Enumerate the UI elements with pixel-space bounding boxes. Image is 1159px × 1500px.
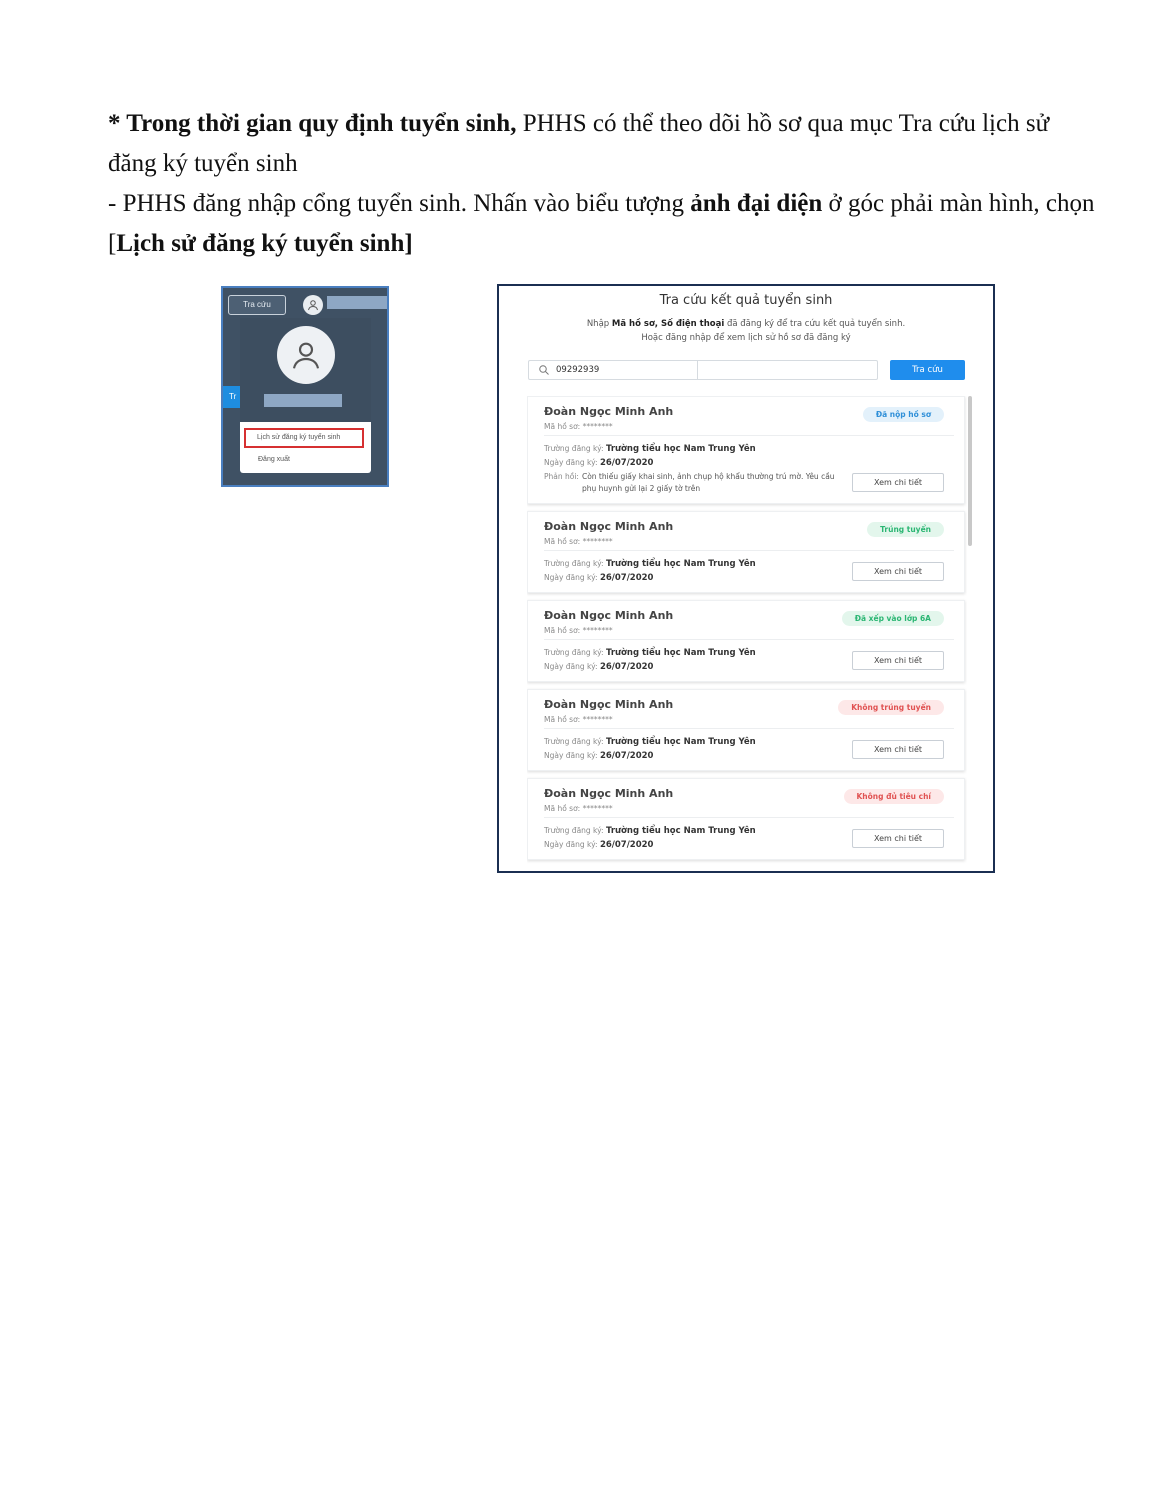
status-badge: Trúng tuyển — [867, 522, 944, 537]
status-badge: Không trúng tuyển — [838, 700, 944, 715]
avatar-dropdown — [240, 318, 371, 473]
file-code — [544, 804, 613, 813]
registration-date — [544, 573, 653, 583]
feedback — [544, 471, 844, 495]
status-badge: Đã nộp hồ sơ — [863, 407, 944, 422]
instruction-bold-history: Lịch sử đăng ký tuyển sinh] — [116, 230, 413, 257]
divider — [544, 550, 954, 551]
view-detail-button[interactable]: Xem chi tiết — [852, 562, 944, 581]
instruction-text: - PHHS đăng nhập cổng tuyển sinh. Nhấn vào biểu tượng — [108, 190, 691, 217]
field-label: Trường đăng ký: — [544, 648, 604, 657]
result-card — [527, 689, 965, 771]
login-hint: Hoặc đăng nhập để xem lịch sử hồ sơ đã đăng ký — [641, 333, 851, 343]
lookup-button[interactable]: Tra cứu — [228, 295, 286, 315]
instruction-paragraph-2 — [108, 184, 1103, 264]
lookup-hint — [499, 319, 993, 329]
field-value: Trường tiểu học Nam Trung Yên — [605, 826, 756, 836]
field-label: Trường đăng ký: — [544, 737, 604, 746]
instruction-paragraph-1 — [108, 104, 1103, 184]
hint-text: Nhập — [586, 319, 612, 329]
result-list — [527, 396, 967, 866]
field-label: Ngày đăng ký: — [544, 662, 598, 671]
field-value: ******** — [582, 422, 613, 431]
field-label: Trường đăng ký: — [544, 559, 604, 568]
view-detail-button[interactable]: Xem chi tiết — [852, 740, 944, 759]
scrollbar[interactable] — [968, 396, 972, 546]
field-value: Trường tiểu học Nam Trung Yên — [605, 737, 756, 747]
side-tab[interactable]: Tr — [223, 386, 241, 408]
search-box[interactable] — [528, 360, 878, 380]
hint-bold: Mã hồ sơ, Số điện thoại — [611, 319, 725, 329]
file-code — [544, 715, 613, 724]
file-code — [544, 537, 613, 546]
field-label: Phản hồi: — [544, 472, 579, 481]
field-label: Ngày đăng ký: — [544, 840, 598, 849]
avatar-menu-screenshot — [221, 286, 389, 487]
divider — [544, 639, 954, 640]
result-card — [527, 600, 965, 682]
registered-school — [544, 559, 756, 569]
field-value: Trường tiểu học Nam Trung Yên — [605, 648, 756, 658]
instructions — [108, 104, 1103, 264]
field-label: Ngày đăng ký: — [544, 573, 598, 582]
registered-school — [544, 444, 756, 454]
field-value: 26/07/2020 — [599, 840, 654, 850]
result-card — [527, 778, 965, 860]
field-value: ******** — [582, 715, 613, 724]
user-icon — [290, 339, 322, 371]
page-title: Tra cứu kết quả tuyển sinh — [659, 293, 833, 308]
menu-item-registration-history[interactable]: Lịch sử đăng ký tuyển sinh — [244, 428, 364, 448]
result-card — [527, 396, 965, 504]
field-label: Mã hồ sơ: — [544, 715, 581, 724]
registered-school — [544, 737, 756, 747]
field-label: Ngày đăng ký: — [544, 751, 598, 760]
search-input[interactable] — [556, 362, 631, 378]
registration-date — [544, 840, 653, 850]
student-name: Đoàn Ngọc Minh Anh — [544, 609, 674, 622]
student-name: Đoàn Ngọc Minh Anh — [544, 405, 674, 418]
field-label: Ngày đăng ký: — [544, 458, 598, 467]
registration-date — [544, 458, 653, 468]
field-value: ******** — [582, 804, 613, 813]
username-placeholder — [327, 296, 389, 309]
field-label: Mã hồ sơ: — [544, 626, 581, 635]
avatar — [277, 326, 335, 384]
lookup-results-screenshot — [497, 284, 995, 873]
menu-item-logout[interactable]: Đăng xuất — [258, 456, 290, 463]
user-icon — [307, 299, 319, 311]
registration-date — [544, 751, 653, 761]
student-name: Đoàn Ngọc Minh Anh — [544, 520, 674, 533]
hint-text: đã đăng ký để tra cứu kết quả tuyển sinh. — [724, 319, 906, 329]
avatar-button[interactable] — [303, 295, 323, 315]
result-card — [527, 511, 965, 593]
field-value: ******** — [582, 626, 613, 635]
registered-school — [544, 826, 756, 836]
registered-school — [544, 648, 756, 658]
divider — [544, 817, 954, 818]
instruction-text: PHHS có thể theo dõi hồ sơ qua mục Tra cứu lịch sử đăng ký tuyển sinh — [108, 110, 1050, 177]
instruction-bold-avatar: ảnh đại diện — [690, 190, 823, 217]
student-name: Đoàn Ngọc Minh Anh — [544, 787, 674, 800]
status-badge: Không đủ tiêu chí — [844, 789, 945, 804]
field-value: 26/07/2020 — [599, 751, 654, 761]
instruction-text: ở góc phải màn hình, chọn [ — [108, 190, 1095, 257]
field-value: Trường tiểu học Nam Trung Yên — [605, 444, 756, 454]
file-code — [544, 626, 613, 635]
field-label: Trường đăng ký: — [544, 444, 604, 453]
field-value: ******** — [582, 537, 613, 546]
field-value: 26/07/2020 — [599, 662, 654, 672]
field-label: Mã hồ sơ: — [544, 804, 581, 813]
search-icon — [538, 364, 550, 376]
dropdown-menu — [240, 422, 371, 473]
field-value: 26/07/2020 — [599, 458, 654, 468]
dropdown-header — [240, 318, 371, 422]
field-value: Trường tiểu học Nam Trung Yên — [605, 559, 756, 569]
user-name-placeholder — [264, 394, 342, 407]
view-detail-button[interactable]: Xem chi tiết — [852, 651, 944, 670]
status-badge: Đã xếp vào lớp 6A — [842, 611, 944, 626]
search-button[interactable]: Tra cứu — [890, 360, 965, 380]
field-label: Mã hồ sơ: — [544, 422, 581, 431]
field-value: Còn thiếu giấy khai sinh, ảnh chụp hộ khẩu thường trú mờ. Yêu cầu phụ huynh gửi lại 2 giấy tờ trên — [581, 472, 835, 493]
search-field-mask — [633, 361, 698, 379]
field-value: 26/07/2020 — [599, 573, 654, 583]
view-detail-button[interactable]: Xem chi tiết — [852, 473, 944, 492]
file-code — [544, 422, 613, 431]
divider — [544, 728, 954, 729]
registration-date — [544, 662, 653, 672]
instruction-bold-lead: * Trong thời gian quy định tuyển sinh, — [108, 110, 517, 137]
view-detail-button[interactable]: Xem chi tiết — [852, 829, 944, 848]
divider — [544, 435, 954, 436]
field-label: Trường đăng ký: — [544, 826, 604, 835]
field-label: Mã hồ sơ: — [544, 537, 581, 546]
student-name: Đoàn Ngọc Minh Anh — [544, 698, 674, 711]
